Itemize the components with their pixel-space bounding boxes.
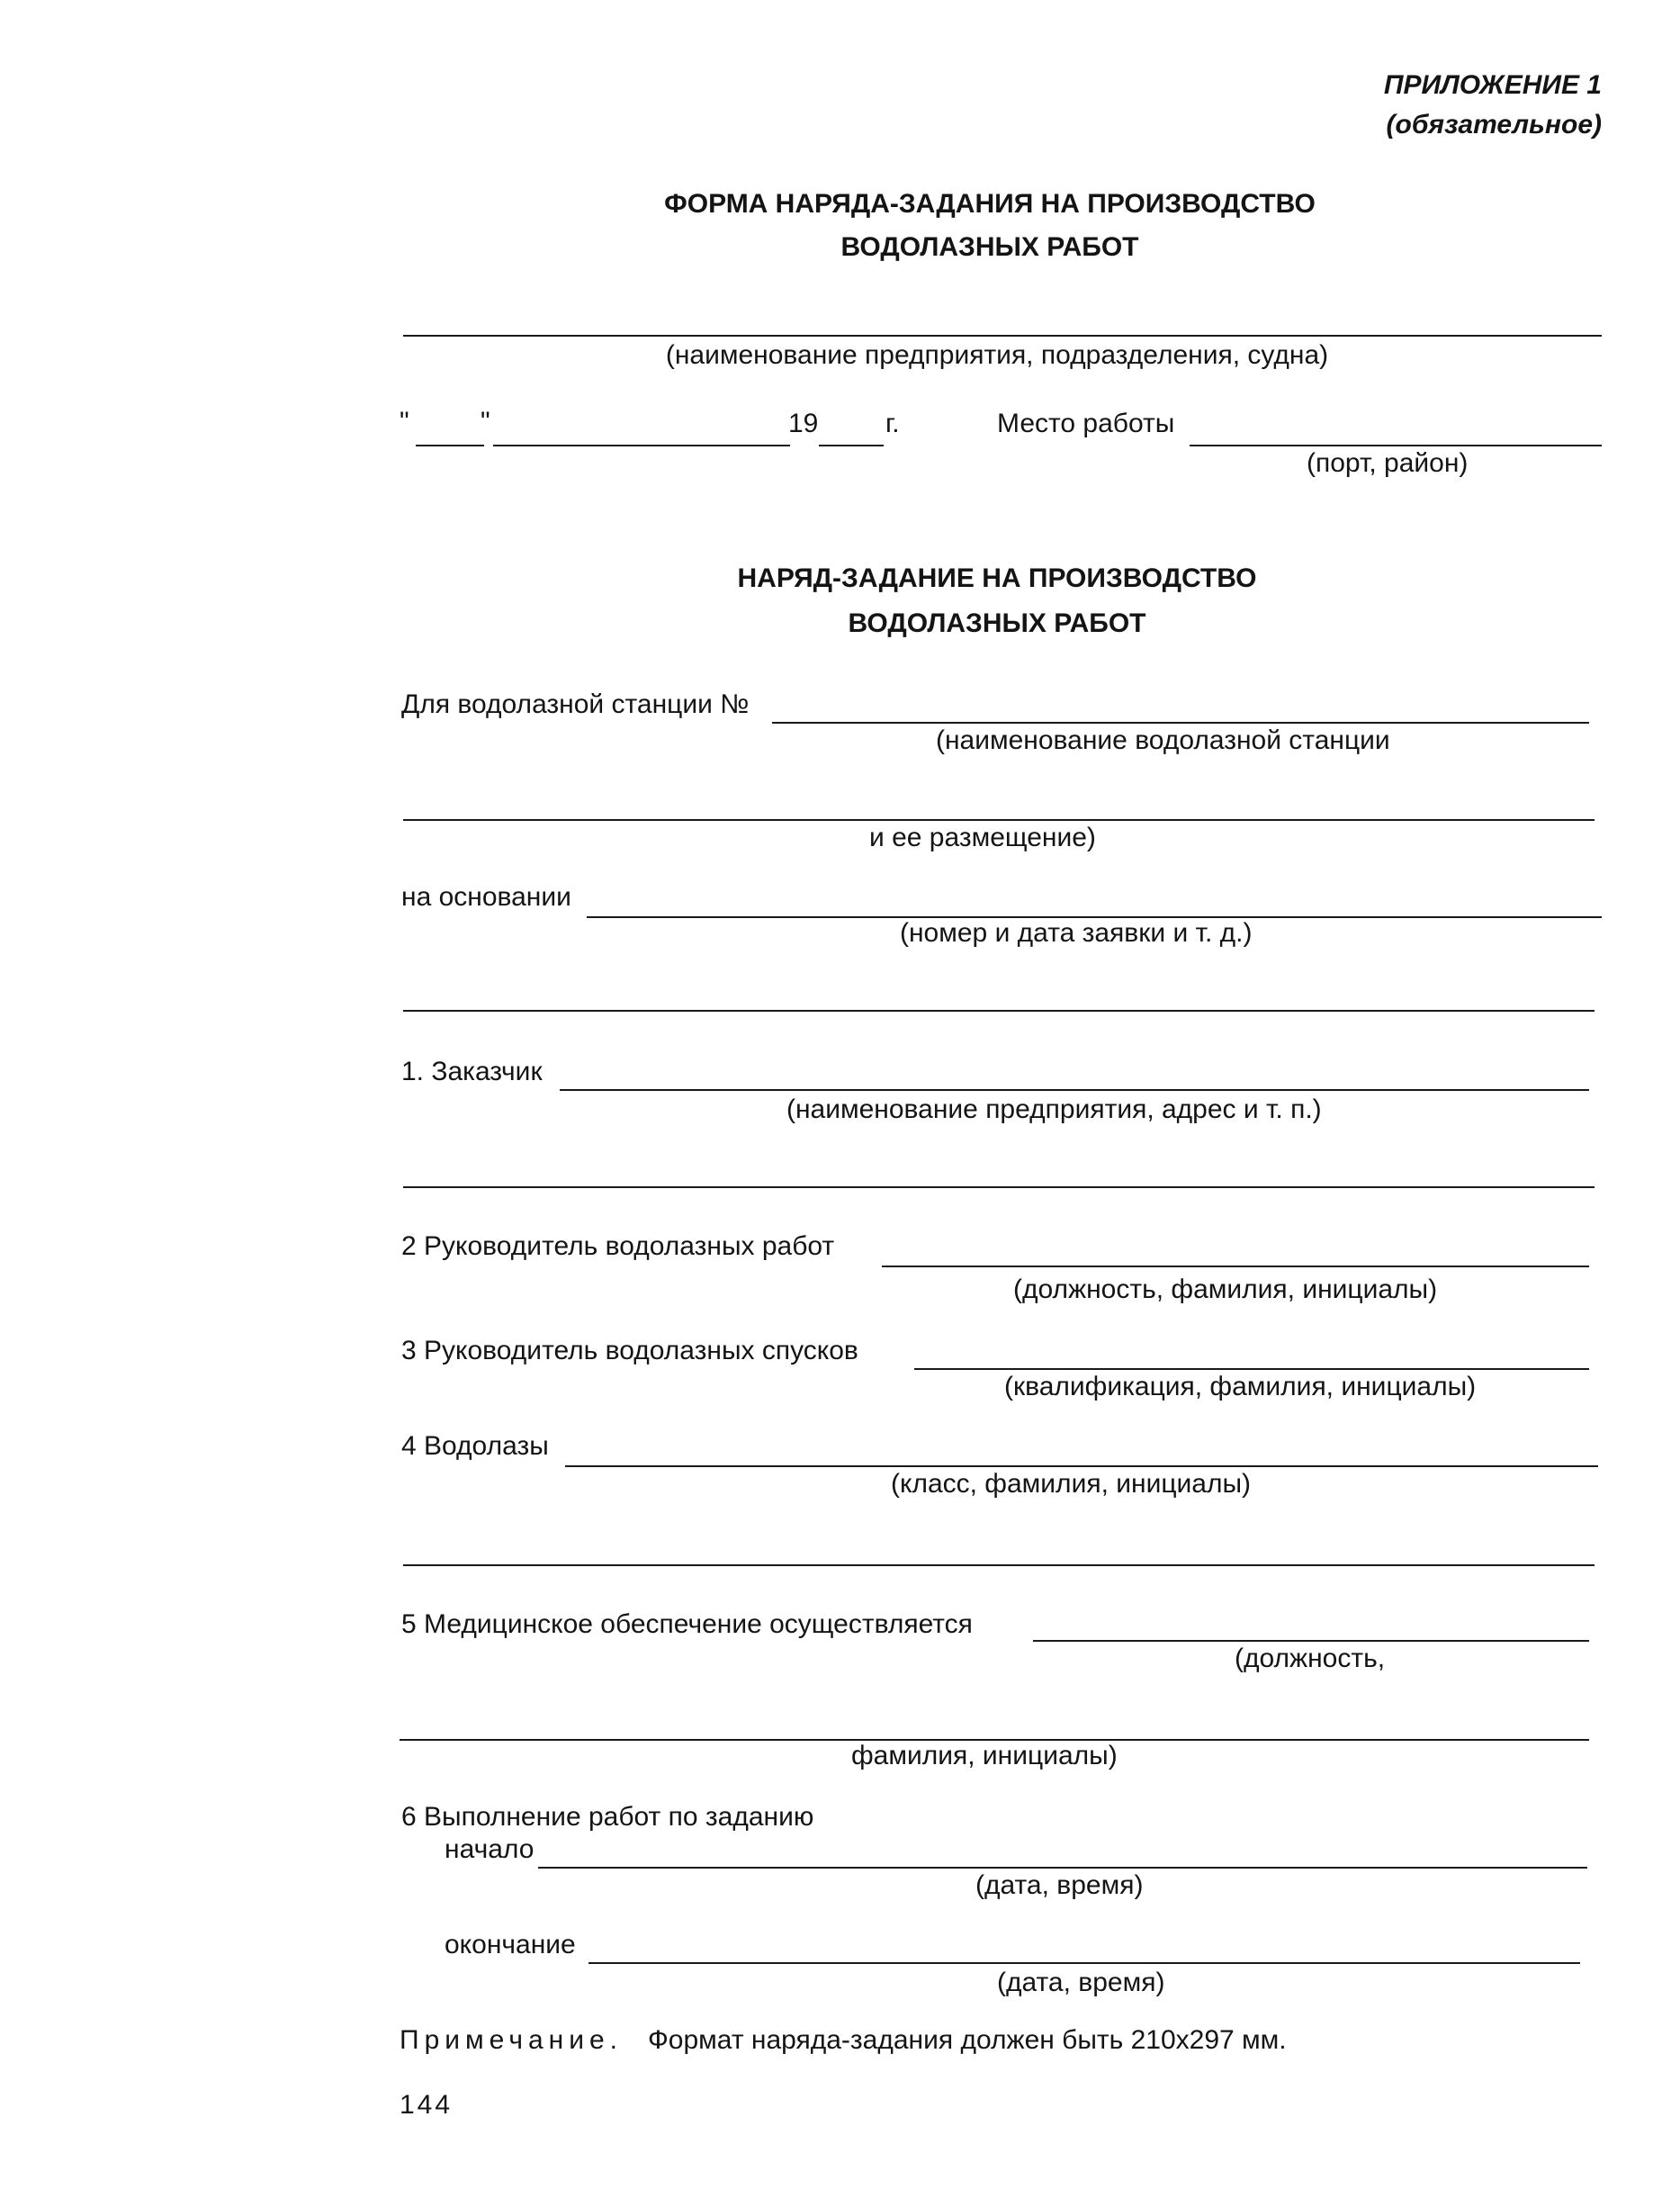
divers-line[interactable] bbox=[565, 1465, 1598, 1467]
execution-label: 6 Выполнение работ по заданию bbox=[401, 1802, 814, 1832]
org-name-line[interactable] bbox=[403, 335, 1602, 337]
form-title-line1: ФОРМА НАРЯДА-ЗАДАНИЯ НА ПРОИЗВОДСТВО bbox=[664, 189, 1316, 219]
descent-leader-caption: (квалификация, фамилия, инициалы) bbox=[1004, 1372, 1477, 1401]
divers-label: 4 Водолазы bbox=[401, 1431, 549, 1461]
note-label: Примечание. bbox=[400, 2025, 623, 2055]
annex-subtitle: (обязательное) bbox=[1386, 110, 1602, 140]
descent-leader-label: 3 Руководитель водолазных спусков bbox=[401, 1336, 858, 1365]
basis-label: на основании bbox=[401, 882, 571, 912]
date-year-line[interactable] bbox=[819, 445, 884, 446]
divers-line-2[interactable] bbox=[403, 1564, 1595, 1566]
medical-line[interactable] bbox=[1033, 1640, 1589, 1642]
medical-label: 5 Медицинское обеспечение осуществляется bbox=[401, 1609, 973, 1639]
station-line-2[interactable] bbox=[403, 819, 1595, 821]
note-text: Формат наряда-задания должен быть 210x297 мм. bbox=[648, 2025, 1287, 2055]
date-day-line[interactable] bbox=[416, 445, 484, 446]
order-title-line2: ВОДОЛАЗНЫХ РАБОТ bbox=[848, 608, 1146, 638]
page-number: 144 bbox=[400, 2090, 454, 2120]
execution-start-caption: (дата, время) bbox=[975, 1870, 1144, 1900]
date-open-quote: " bbox=[400, 407, 409, 437]
customer-line-2[interactable] bbox=[403, 1186, 1595, 1188]
station-line[interactable] bbox=[772, 722, 1589, 724]
basis-line-2[interactable] bbox=[403, 1010, 1595, 1012]
customer-line[interactable] bbox=[560, 1089, 1589, 1091]
workplace-caption: (порт, район) bbox=[1307, 448, 1469, 478]
station-caption-2: и ее размещение) bbox=[869, 823, 1096, 852]
workplace-label: Место работы bbox=[997, 409, 1175, 438]
work-leader-line[interactable] bbox=[882, 1266, 1589, 1267]
execution-end-line[interactable] bbox=[588, 1962, 1580, 1964]
workplace-line[interactable] bbox=[1190, 445, 1602, 446]
basis-caption: (номер и дата заявки и т. д.) bbox=[900, 918, 1253, 948]
station-caption-1: (наименование водолазной станции bbox=[936, 725, 1390, 755]
customer-caption: (наименование предприятия, адрес и т. п.) bbox=[786, 1094, 1322, 1124]
execution-end-caption: (дата, время) bbox=[997, 1968, 1165, 1997]
divers-caption: (класс, фамилия, инициалы) bbox=[891, 1469, 1252, 1499]
date-year-prefix: 19 bbox=[788, 409, 819, 438]
work-leader-label: 2 Руководитель водолазных работ bbox=[401, 1231, 835, 1261]
form-title-line2: ВОДОЛАЗНЫХ РАБОТ bbox=[840, 232, 1139, 262]
medical-caption-2: фамилия, инициалы) bbox=[851, 1741, 1118, 1770]
execution-start-line[interactable] bbox=[538, 1867, 1587, 1869]
execution-end-label: окончание bbox=[445, 1930, 576, 1959]
work-leader-caption: (должность, фамилия, инициалы) bbox=[1013, 1275, 1438, 1304]
descent-leader-line[interactable] bbox=[914, 1368, 1589, 1370]
customer-label: 1. Заказчик bbox=[401, 1057, 543, 1086]
date-year-suffix: г. bbox=[885, 409, 900, 438]
order-title-line1: НАРЯД-ЗАДАНИЕ НА ПРОИЗВОДСТВО bbox=[737, 563, 1257, 593]
execution-start-label: начало bbox=[445, 1834, 535, 1864]
annex-title: ПРИЛОЖЕНИЕ 1 bbox=[1383, 70, 1602, 100]
date-close-quote: " bbox=[481, 407, 490, 437]
date-month-line[interactable] bbox=[493, 445, 790, 446]
station-label: Для водолазной станции № bbox=[401, 689, 750, 719]
org-name-caption: (наименование предприятия, подразделения, судна) bbox=[665, 340, 1329, 370]
medical-caption-1: (должность, bbox=[1235, 1644, 1386, 1673]
